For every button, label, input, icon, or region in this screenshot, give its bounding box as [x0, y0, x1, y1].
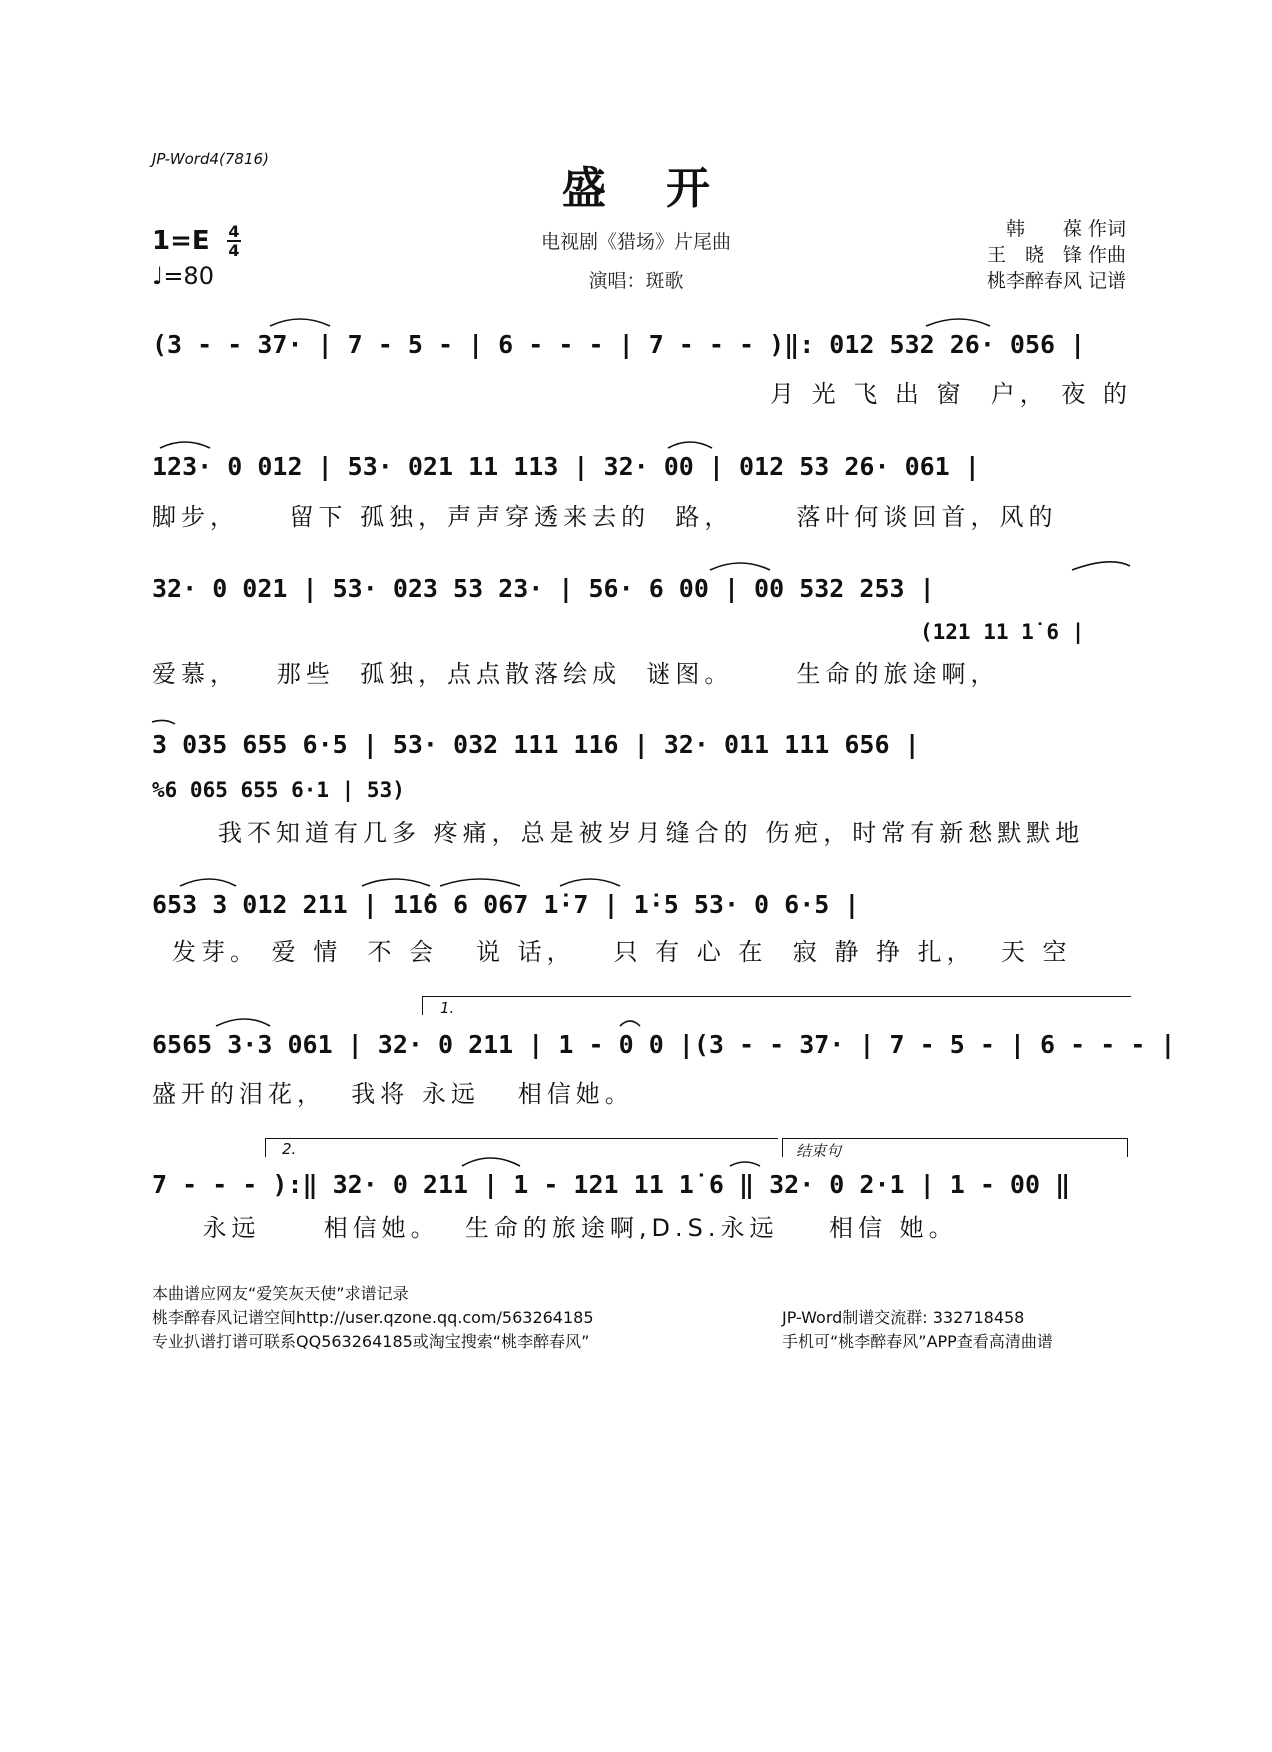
- score-row-4-lyrics: 我不知道有几多 疼痛，总是被岁月缝合的 伤疤，时常有新愁默默地: [218, 819, 1085, 847]
- score-row-3-interlude: (121 11 1̇ 6 |: [920, 620, 1085, 644]
- score-row-7-notes: 7 - - - ):‖ 32· 0 211 | 1 - 121 11 1̇ 6 ‖ 32· 0 2·1 | 1 - 00 ‖: [152, 1170, 1071, 1199]
- song-subtitle: 电视剧《猎场》片尾曲: [540, 231, 731, 253]
- footer-group: JP-Word制谱交流群: 332718458: [782, 1308, 1025, 1327]
- time-signature-bottom: 4: [228, 241, 240, 260]
- score-row-4-interlude: %6 065 655 6·1 | 53): [152, 778, 405, 802]
- score-row-5-notes: 653 3 012 211 | 11̇6 6 067 1̇·7 | 1̇·5 53· 0 6·5 |: [152, 890, 860, 919]
- app-tag: JP-Word4(7816): [152, 150, 269, 168]
- composer-credit: 王 晓 锋 作曲: [986, 244, 1126, 266]
- ending-label: 结束句: [796, 1142, 842, 1160]
- score-row-2-notes: 123· 0 012 | 53· 021 11 113 | 32· 00 | 012 53 26· 061 |: [152, 452, 980, 481]
- score-row-5-lyrics: 发芽。 爱 情 不 会 说 话， 只 有 心 在 寂 静 挣 扎， 天 空: [172, 938, 1072, 966]
- footer-contact: 专业扒谱打谱可联系QQ563264185或淘宝搜索“桃李醉春风”: [152, 1332, 590, 1351]
- footer-note: 本曲谱应网友“爱笑灰天使”求谱记录: [152, 1284, 409, 1303]
- score-row-7-lyrics: 永远 相信她。 生命的旅途啊,D.S.永远 相信 她。: [152, 1214, 958, 1242]
- footer-app-note: 手机可“桃李醉春风”APP查看高清曲谱: [782, 1332, 1053, 1351]
- score-row-2-lyrics: 脚步， 留下 孤独，声声穿透来去的 路， 落叶何谈回首，风的: [152, 503, 1058, 531]
- score-row-6-notes: 6565 3·3 061 | 32· 0 211 | 1 - 0 0 |(3 - - 37· | 7 - 5 - | 6 - - - |: [152, 1030, 1176, 1059]
- tempo-marking: ♩=80: [152, 262, 214, 290]
- score-row-1-notes: (3 - - 37· | 7 - 5 - | 6 - - - | 7 - - - )‖: 012 532 26· 056 |: [152, 330, 1086, 359]
- time-signature-top: 4: [228, 222, 240, 241]
- volta-1-label: 1.: [440, 999, 455, 1017]
- lyricist-credit: 韩 葆 作词: [1005, 218, 1126, 240]
- key-signature: 1=E: [152, 226, 210, 256]
- score-row-4-notes: 3 035 655 6·5 | 53· 032 111 116 | 32· 011 111 656 |: [152, 730, 920, 759]
- score-row-3-notes: 32· 0 021 | 53· 023 53 23· | 56· 6 00 | 00 532 253 |: [152, 574, 935, 603]
- transcriber-credit: 桃李醉春风 记谱: [986, 270, 1126, 292]
- volta-2-label: 2.: [282, 1140, 297, 1158]
- footer-space-link: 桃李醉春风记谱空间http://user.qzone.qq.com/563264185: [152, 1308, 594, 1327]
- score-row-3-lyrics: 爱慕， 那些 孤独，点点散落绘成 谜图。 生命的旅途啊，: [152, 660, 1000, 688]
- score-row-1-lyrics: 月 光 飞 出 窗 户， 夜 的: [770, 380, 1133, 408]
- score-row-6-lyrics: 盛开的泪花， 我将 永远 相信她。: [152, 1080, 634, 1108]
- song-title: 盛开: [562, 163, 770, 214]
- singer-credit: 演唱：斑歌: [588, 270, 684, 292]
